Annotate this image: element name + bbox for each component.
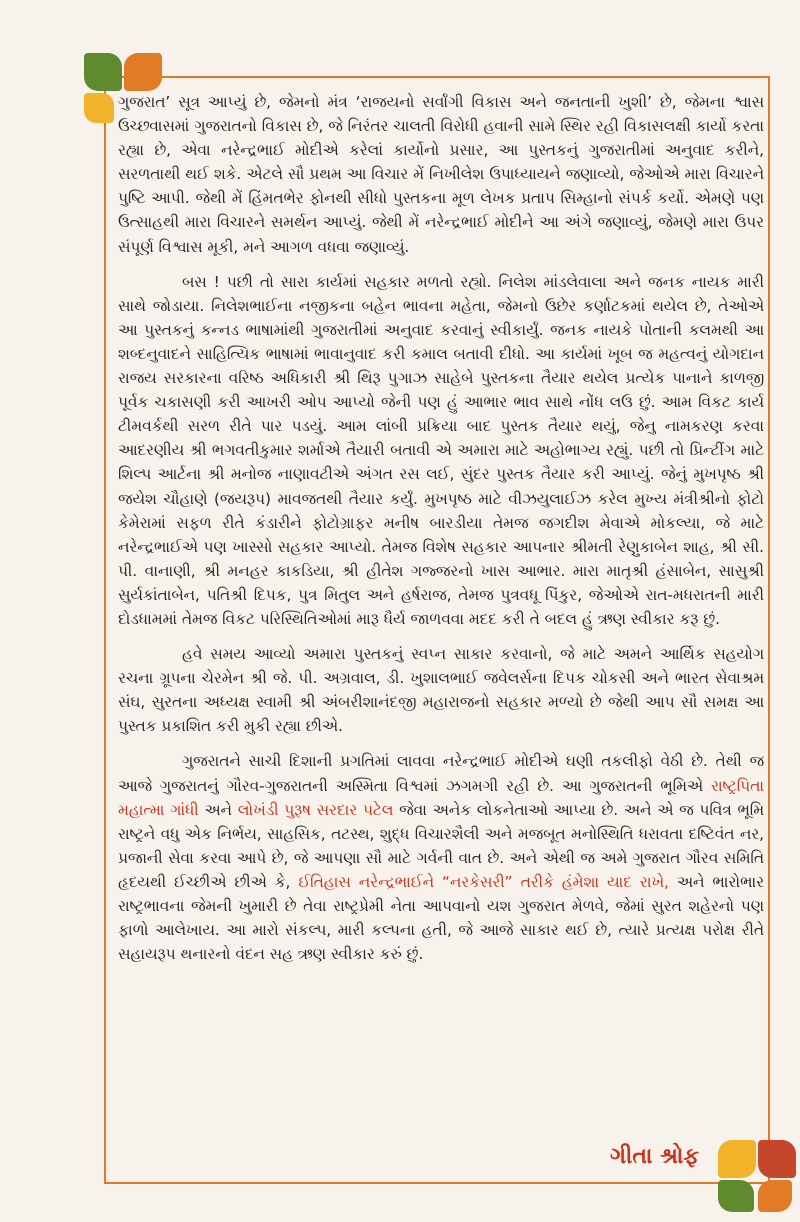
paragraph-text: ગુજરાતને સાચી દિશાની પ્રગતિમાં લાવવા નરેન્દ્રભાઈ મોદીએ ઘણી તકલીફો વેઠી છે. તેથી જ આજે ગુજરાતનું ગૌરવ-ગુજરાતની અસ્મિતા વિશ્વમાં ઝગમગી રહી છે. આ ગુજરાતની ભૂમિએ [118, 752, 764, 795]
highlight-gandhi: રાષ્ટ્રપિતા મહાત્મા ગાંધી [118, 776, 764, 819]
paragraph [118, 270, 764, 631]
paragraph-text: જેવા અનેક લોકનેતાઓ આપ્યા છે. અને એ જ પવિત્ર ભૂમિ રાષ્ટ્રને વધુ એક નિર્ભય, સાહસિક, તટસ્થ, શુદ્ધ વિચારશૈલી અને મજબૂત મનોસ્થિતિ ધરાવતા દષ્ટિવંત નર, પ્રજાની સેવા કરવા આપે છે, જે આપણા સૌ માટે ગર્વની વાત છે. અને એથી જ અમે ગુજરાત ગૌરવ સમિતિ હૃદયથી ઈચ્છીએ છીએ કે, [118, 800, 764, 891]
author-signature: ગીતા શ્રોફ [610, 1144, 700, 1169]
paragraph-text: બસ ! પછી તો સારા કાર્યમાં સહકાર મળતો રહ્યો. નિલેશ માંડલેવાલા અને જનક નાયક મારી સાથે જોડાયા. નિલેશભાઈના નજીકના બહેન ભાવના મહેતા, જેમનો ઉછેર કર્ણાટકમાં થયેલ છે, તેઓએ આ પુસ્તકનું કન્નડ ભાષામાંથી ગુજરાતીમાં અનુવાદ કરવાનું સ્વીકાર્યું. જનક નાયકે પોતાની કલમથી આ શબ્દનુવાદને સાહિત્યિક ભાષામાં ભાવાનુવાદ કરી કમાલ બતાવી દીધો. આ કાર્યમાં ખૂબ જ મહત્વનું યોગદાન રાજય સરકારના વરિષ્ઠ અધિકારી શ્રી થિરૂ પુગાઝ સાહેબે પુસ્તકના તૈયાર થયેલ પ્રત્યેક પાનાને કાળજી પૂર્વક ચકાસણી કરી આખરી ઓપ આપ્યો જેની પણ હું આભાર ભાવ સાથે નોંધ લઉ છું. આમ વિકટ કાર્ય ટીમવર્કથી સરળ રીતે પાર પડયું. આમ લાંબી પ્રક્રિયા બાદ પુસ્તક તૈયાર થયું, જેનુ નામકરણ કરવા આદરણીય શ્રી ભગવતીકુમાર શર્માએ તૈયારી બતાવી એ અમારા માટે અહોભાગ્ય રહ્યું. પછી તો પ્રિન્ટીંગ માટે શિલ્પ આર્ટના શ્રી મનોજ નાણાવટીએ અંગત રસ લઈ, સુંદર પુસ્તક તૈયાર કરી આપ્યું. જેનું મુખપૃષ્ઠ શ્રી જયેશ ચૌહાણે (જયરૂપ) માવજતથી તૈયાર કર્યું. મુખપૃષ્ઠ માટે વીઝયુલાઈઝ કરેલ મુખ્ય મંત્રીશ્રીનો ફોટો કેમેરામાં સફળ રીતે કંડારીને ફોટોગ્રાફર મનીષ બારડીયા તેમજ જગદીશ મેવાએ મોકલ્યા, જે માટે નરેન્દ્રભાઈએ પણ ખાસ્સો સહકાર આપ્યો. તેમજ વિશેષ સહકાર આપનાર શ્રીમતી રેણુકાબેન શાહ, શ્રી સી. પી. વાનાણી, શ્રી મનહર કાકડિયા, શ્રી હીતેશ ગજ્જરનો ખાસ આભાર. મારા માતૃશ્રી હંસાબેન, સાસુશ્રી સુર્યકાંતાબેન, પતિશ્રી દિપક, પુત્ર મિતુલ અને હર્ષરાજ, તેમજ પુત્રવધૂ પિંકુર, જેઓએ રાત-મધરાતની મારી દોડધામમાં તેમજ વિકટ પરિસ્થિતિઓમાં મારૂ ધૈર્ય જાળવવા મદદ કરી તે બદલ હું ઋણ સ્વીકાર કરૂ છું. [118, 272, 764, 628]
paragraph-text: ગુજરાત’ સૂત્ર આપ્યું છે, જેમનો મંત્ર ‘રાજયનો સર્વાંગી વિકાસ અને જનતાની ખુશી’ છે, જેમના શ્વાસ ઉચ્છ્વાસમાં ગુજરાતનો વિકાસ છે, જે નિરંતર ચાલતી વિરોધી હવાની સામે સ્થિર રહી વિકાસલક્ષી કાર્યો કરતા રહ્યા છે, એવા નરેન્દ્રભાઈ મોદીએ કરેલાં કાર્યોનો પ્રસાર, આ પુસ્તકનું ગુજરાતીમાં અનુવાદ કરીને, સરળતાથી થઈ શકે. એટલે સૌ પ્રથમ આ વિચાર મેં નિખીલેશ ઉપાધ્યાયને જણાવ્યો, જેઓએ મારા વિચારને પુષ્ટિ આપી. જેથી મેં હિંમતભેર ફોનથી સીધો પુસ્તકના મૂળ લેખક પ્રતાપ સિમ્હાનો સંપર્ક કર્યો. એમણે પણ ઉત્સાહથી મારા વિચારને સમર્થન આપ્યું. જેથી મેં નરેન્દ્રભાઈ મોદીને આ અંગે જણાવ્યું, જેમણે મારા ઉપર સંપૂર્ણ વિશ્વાસ મૂકી, મને આગળ વધવા જણાવ્યું. [118, 93, 764, 256]
highlight-sardar-patel: લોખંડી પુરૂષ સરદાર પટેલ [237, 800, 394, 819]
highlight-narkesari: ઈતિહાસ નરેન્દ્રભાઈને “નરકેસરી” તરીકે હંમેશા યાદ રાખે, [298, 872, 669, 891]
body-text [118, 90, 764, 966]
paragraph [118, 90, 764, 259]
paragraph [118, 642, 764, 738]
paragraph [118, 749, 764, 966]
paragraph-text: અને [198, 800, 238, 819]
paragraph-text: અને ભારોભાર રાષ્ટ્રભાવના જેમની ખુમારી છે તેવા રાષ્ટ્રપ્રેમી નેતા આપવાનો યશ ગુજરાત મેળવે, જેમાં સુરત શહેરનો પણ ફાળો આલેખાય. આ મારો સંકલ્પ, મારી કલ્પના હતી, જે આજે સાકાર થઈ છે, ત્યારે પ્રત્યક્ષ પરોક્ષ રીતે સહાયરૂપ થનારનો વંદન સહ ઋણ સ્વીકાર કરું છું. [118, 872, 765, 964]
paragraph-text: હવે સમય આવ્યો અમારા પુસ્તકનું સ્વપ્ન સાકાર કરવાનો, જે માટે અમને આર્થિક સહયોગ રચના ગ્રૂપના ચેરમેન શ્રી જે. પી. અગ્રવાલ, ડી. ખુશાલભાઈ જવેલર્સના દિપક ચોકસી અને ભારત સેવાશ્રમ સંઘ, સુરતના અધ્યક્ષ સ્વામી શ્રી અંબરીશાનંદજી મહારાજનો સહકાર મળ્યો છે જેથી આપ સૌ સમક્ષ આ પુસ્તક પ્રકાશિત કરી મુકી રહ્યા છીએ. [118, 645, 764, 736]
corner-ornament-bottom-right [718, 1140, 796, 1218]
